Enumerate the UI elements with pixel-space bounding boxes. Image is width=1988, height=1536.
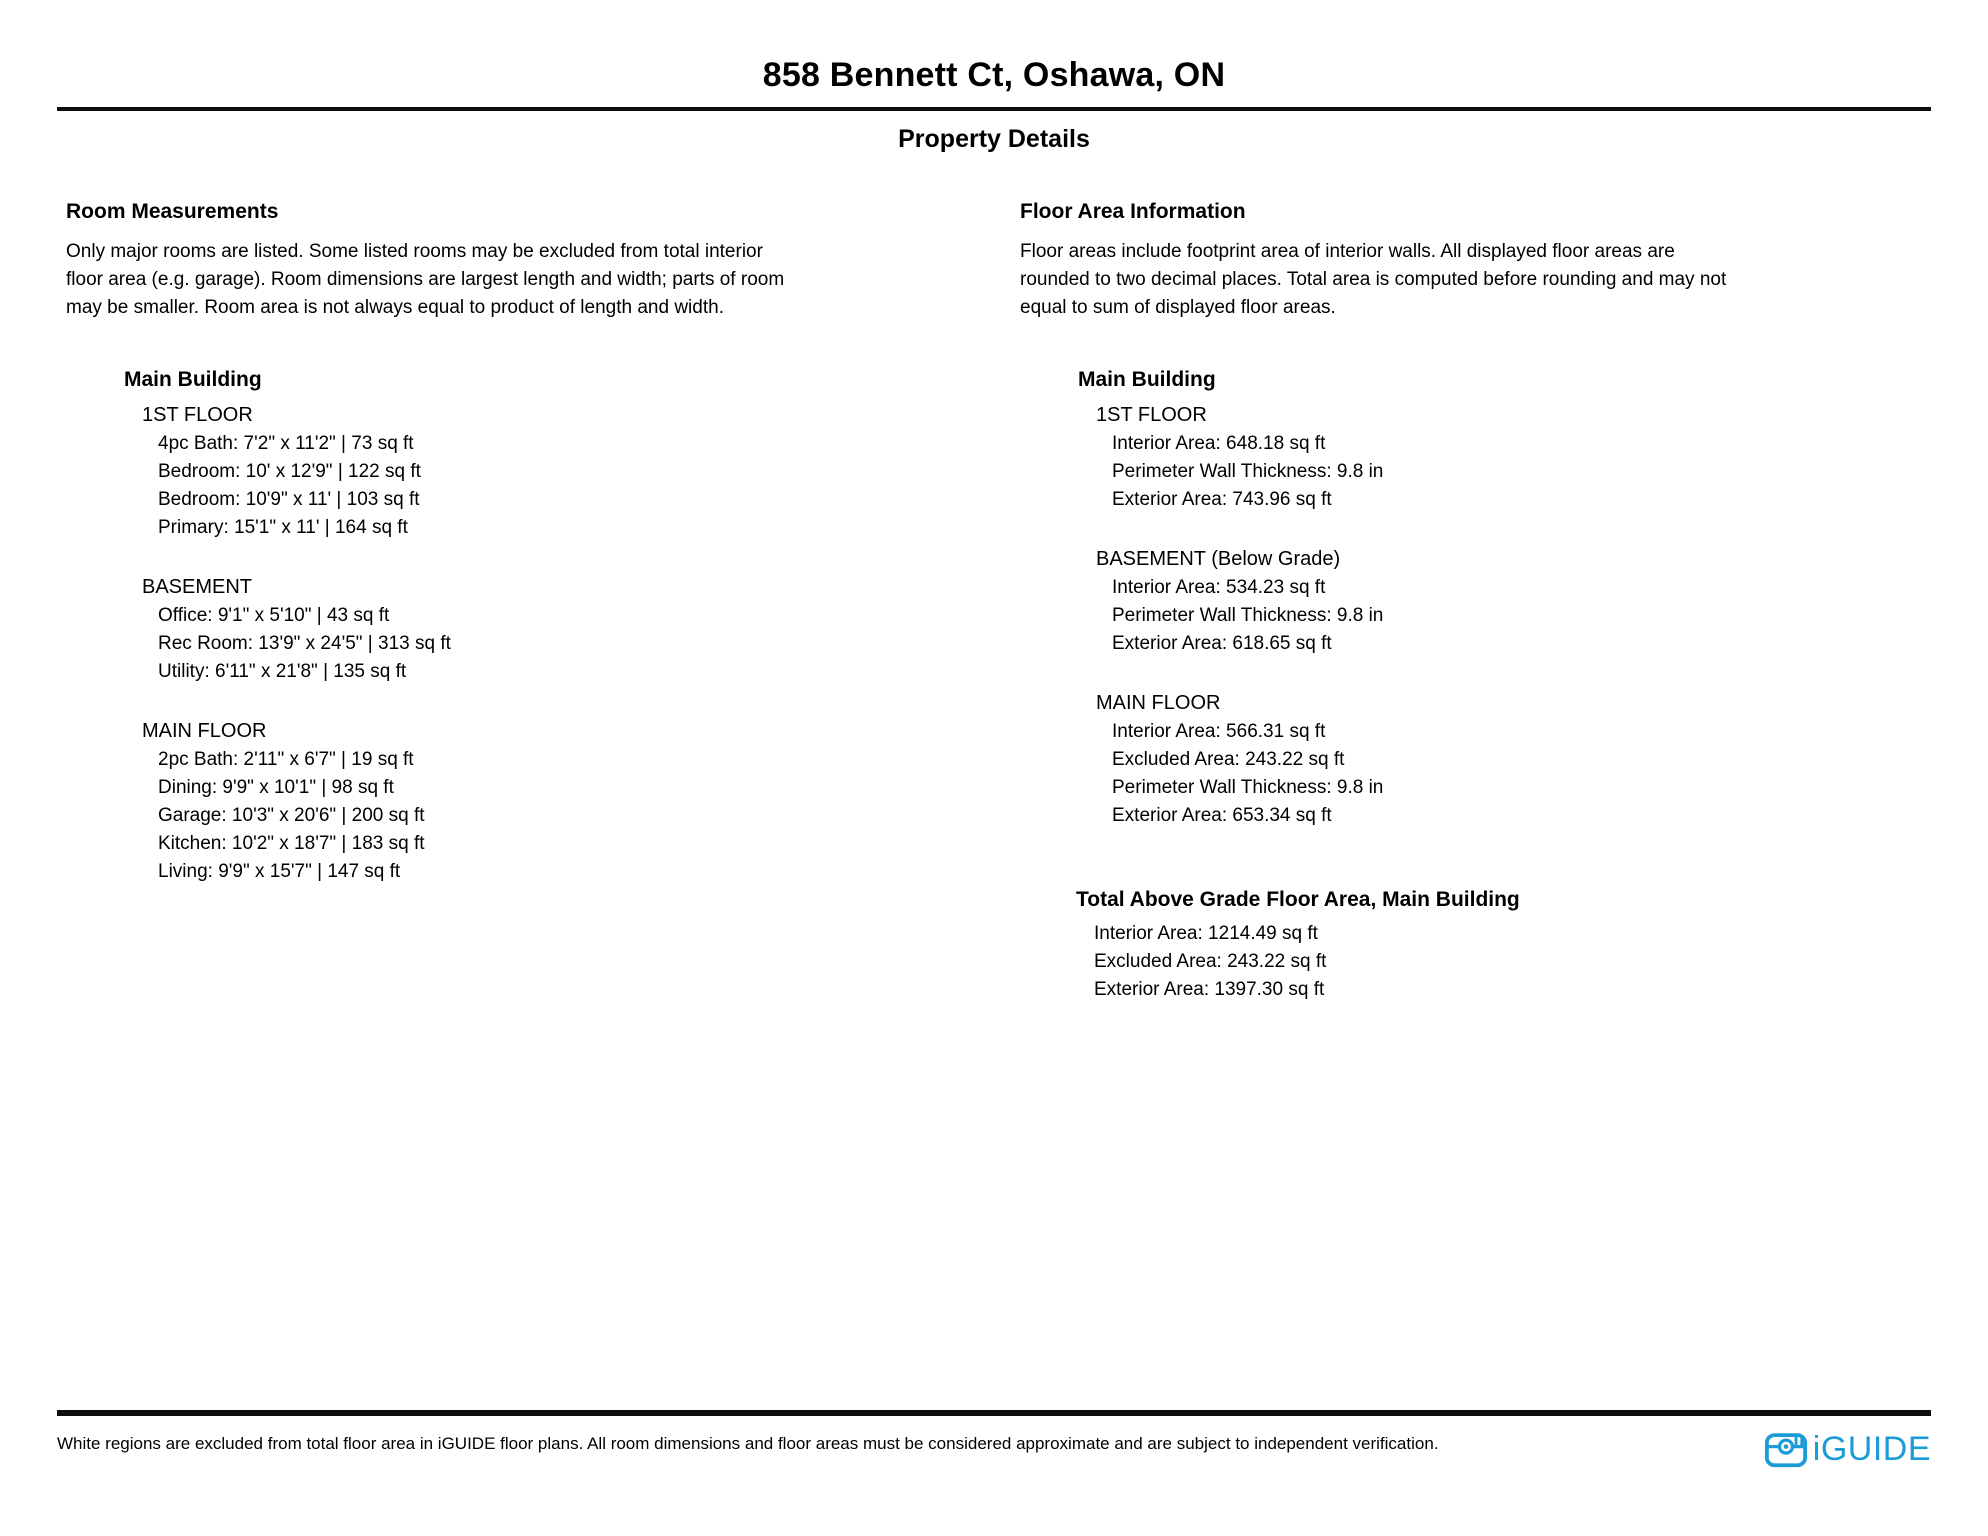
stat-line: Interior Area: 1214.49 sq ft [1094,923,1318,944]
room-line: Utility: 6'11" x 21'8" | 135 sq ft [158,661,407,682]
room-line: Bedroom: 10' x 12'9" | 122 sq ft [158,461,421,482]
page-title: 858 Bennett Ct, Oshawa, ON [762,56,1226,94]
stat-line: Excluded Area: 243.22 sq ft [1112,749,1345,770]
stat-line: Interior Area: 534.23 sq ft [1112,577,1326,598]
floor-name: BASEMENT [142,576,253,598]
iguide-logo [1764,1429,1931,1469]
floor-name: MAIN FLOOR [142,720,267,742]
content-columns [0,200,1988,1004]
stat-line: Excluded Area: 243.22 sq ft [1094,951,1327,972]
floor-group-basement [142,572,974,686]
stat-list [1112,430,1928,514]
stat-line: Exterior Area: 743.96 sq ft [1112,489,1332,510]
total-above-grade-block [1076,888,1928,1004]
room-line: Kitchen: 10'2" x 18'7" | 183 sq ft [158,833,425,854]
room-line: 2pc Bath: 2'11" x 6'7" | 19 sq ft [158,749,414,770]
floor-area-information-section [1020,200,1928,1004]
room-line: 4pc Bath: 7'2" x 11'2" | 73 sq ft [158,433,414,454]
room-list [158,746,974,886]
building-name: Main Building [124,368,262,391]
stat-list [1094,920,1928,1004]
floor-group-1st-floor [142,400,974,542]
floor-area-information-description: Floor areas include footprint area of interior walls. All displayed floor areas are rounded to two decimal places. Total area is computed before rounding and may not equal to sum of displayed floor areas. [1020,241,1727,318]
floor-name: 1ST FLOOR [1096,404,1207,426]
stat-line: Exterior Area: 653.34 sq ft [1112,805,1332,826]
room-measurements-description: Only major rooms are listed. Some listed rooms may be excluded from total interior floor area (e.g. garage). Room dimensions are largest length and width; parts of room may be smaller. Room area is not always equal to product of length and width. [66,241,785,318]
floor-name: MAIN FLOOR [1096,692,1221,714]
room-line: Living: 9'9" x 15'7" | 147 sq ft [158,861,401,882]
stat-line: Perimeter Wall Thickness: 9.8 in [1112,605,1384,626]
stat-line: Perimeter Wall Thickness: 9.8 in [1112,777,1384,798]
camera-icon [1764,1429,1808,1469]
stat-line: Interior Area: 566.31 sq ft [1112,721,1326,742]
room-line: Garage: 10'3" x 20'6" | 200 sq ft [158,805,425,826]
room-line: Rec Room: 13'9" x 24'5" | 313 sq ft [158,633,451,654]
building-name: Main Building [1078,368,1216,391]
footer-disclaimer: White regions are excluded from total floor area in iGUIDE floor plans. All room dimensions and floor areas must be considered approximate and are subject to independent verification. [57,1434,1439,1453]
stat-list [1112,574,1928,658]
room-line: Bedroom: 10'9" x 11' | 103 sq ft [158,489,420,510]
room-measurements-heading: Room Measurements [66,200,279,223]
area-group-main-floor [1096,688,1928,830]
stat-line: Interior Area: 648.18 sq ft [1112,433,1326,454]
stat-line: Perimeter Wall Thickness: 9.8 in [1112,461,1384,482]
iguide-wordmark: iGUIDE [1812,1430,1931,1468]
room-line: Office: 9'1" x 5'10" | 43 sq ft [158,605,390,626]
room-measurements-building-block [124,368,974,886]
floor-area-information-heading: Floor Area Information [1020,200,1246,223]
footer [57,1410,1931,1469]
room-measurements-section [66,200,974,1004]
room-line: Primary: 15'1" x 11' | 164 sq ft [158,517,408,538]
subtitle: Property Details [898,125,1090,153]
room-list [158,602,974,686]
area-group-1st-floor [1096,400,1928,514]
header-divider [57,107,1931,111]
stat-list [1112,718,1928,830]
floor-area-building-block [1078,368,1928,830]
floor-name: BASEMENT (Below Grade) [1096,548,1341,570]
floor-name: 1ST FLOOR [142,404,253,426]
area-group-basement [1096,544,1928,658]
room-list [158,430,974,542]
total-above-grade-heading: Total Above Grade Floor Area, Main Building [1076,888,1520,911]
stat-line: Exterior Area: 618.65 sq ft [1112,633,1332,654]
room-line: Dining: 9'9" x 10'1" | 98 sq ft [158,777,394,798]
floor-group-main-floor [142,716,974,886]
stat-line: Exterior Area: 1397.30 sq ft [1094,979,1325,1000]
